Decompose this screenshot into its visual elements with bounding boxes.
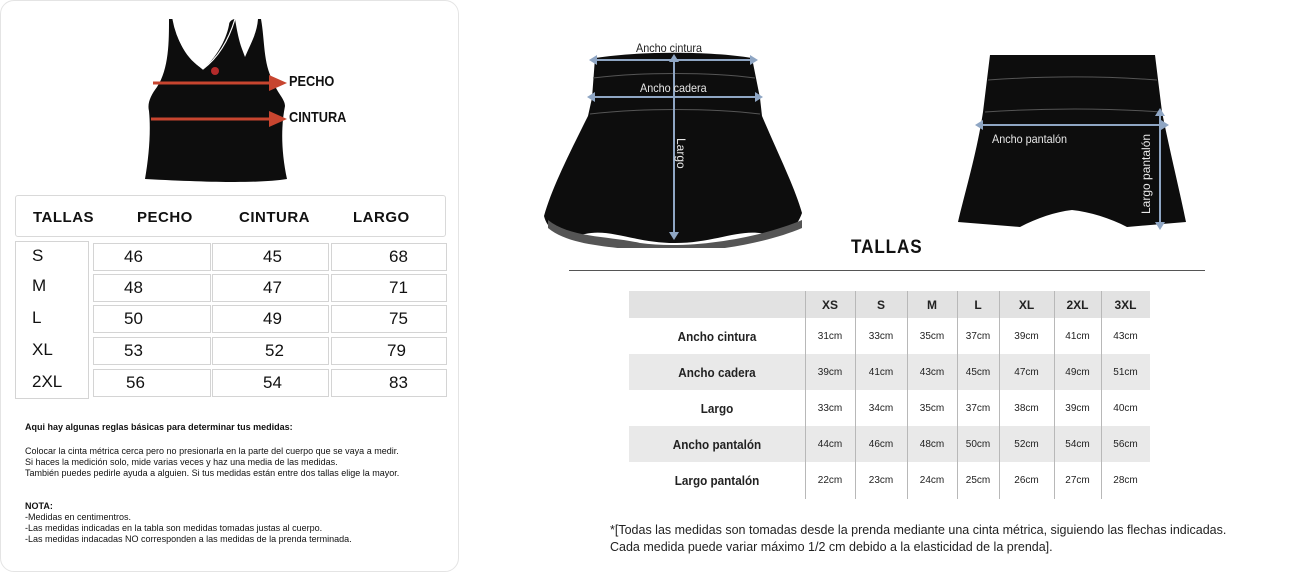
header-largo: LARGO [353, 209, 410, 226]
row-label: Ancho pantalón [672, 436, 762, 452]
column-divider [957, 291, 958, 499]
shorts-illustration [955, 52, 1190, 232]
measure-cell: 22cm [817, 474, 843, 486]
size-label-column [15, 241, 89, 399]
measure-cell: 50cm [965, 438, 991, 450]
measure-cell: 43cm [919, 366, 945, 378]
footnote-line: Cada medida puede variar máximo 1/2 cm debido a la elasticidad de la prenda]. [610, 540, 1053, 554]
length-cell: 83 [331, 369, 447, 397]
size-label: 2XL [32, 372, 63, 391]
measure-cell: 44cm [817, 438, 843, 450]
note-line: -Las medidas indicadas en la tabla son medidas tomadas justas al cuerpo. [25, 523, 323, 533]
measure-cell: 43cm [1113, 330, 1138, 342]
shorts-width-label: Ancho pantalón [992, 132, 1068, 146]
shorts-length-label: Largo pantalón [1139, 133, 1153, 214]
size-label: M [32, 276, 47, 295]
measure-cell: 35cm [919, 402, 945, 414]
measure-cell: 49cm [1065, 366, 1090, 378]
measure-cell: 52cm [1014, 438, 1039, 450]
row-label: Ancho cadera [678, 364, 756, 380]
waist-cell: 52 [212, 337, 329, 365]
table-row [629, 318, 1150, 354]
measure-cell: 26cm [1014, 474, 1039, 486]
measure-cell: 37cm [965, 330, 991, 342]
rule-line: Si haces la medición solo, mide varias veces y haz una media de las medidas. [25, 457, 338, 467]
column-divider [805, 291, 806, 499]
measure-cell: 38cm [1014, 402, 1039, 414]
measure-cell: 56cm [1113, 438, 1138, 450]
measure-cell: 40cm [1113, 402, 1138, 414]
bottom-size-title: TALLAS [851, 237, 923, 258]
waist-cell: 45 [212, 243, 329, 271]
measure-cell: 51cm [1113, 366, 1138, 378]
size-header: 3XL [1114, 297, 1137, 312]
measure-cell: 28cm [1113, 474, 1138, 486]
size-header: M [927, 297, 937, 312]
size-label: XL [32, 340, 53, 359]
shorts-diagram [955, 52, 1190, 232]
table-row [629, 426, 1150, 462]
table-row [629, 390, 1150, 426]
size-label: L [32, 308, 42, 327]
measurement-footnote [610, 522, 1226, 556]
chest-cell: 53 [93, 337, 211, 365]
measure-cell: 46cm [868, 438, 894, 450]
note-line: -Las medidas indacadas NO corresponden a las medidas de la prenda terminada. [25, 534, 352, 544]
column-divider [1101, 291, 1102, 499]
rules-title: Aqui hay algunas reglas básicas para determinar tus medidas: [25, 422, 293, 432]
measure-cell: 35cm [919, 330, 945, 342]
measure-cell: 45cm [965, 366, 991, 378]
measure-cell: 47cm [1014, 366, 1039, 378]
measure-cell: 31cm [817, 330, 843, 342]
size-label: S [32, 246, 44, 265]
waist-cell: 54 [212, 369, 329, 397]
table-row [629, 462, 1150, 498]
title-divider [569, 270, 1205, 271]
tank-top-shape [145, 19, 287, 182]
size-header: S [876, 297, 885, 312]
measure-cell: 33cm [868, 330, 894, 342]
skirt-hip-label: Ancho cadera [640, 81, 707, 95]
length-cell: 71 [331, 274, 447, 302]
note-line: -Medidas en centimentros. [25, 512, 132, 522]
notes-text [25, 512, 445, 545]
measure-cell: 39cm [817, 366, 843, 378]
length-cell: 79 [331, 337, 447, 365]
column-divider [907, 291, 908, 499]
measure-cell: 34cm [868, 402, 894, 414]
table-row [629, 354, 1150, 390]
top-size-guide-panel [0, 0, 459, 572]
header-tallas: TALLAS [33, 209, 95, 226]
bottom-size-table-header [629, 291, 1150, 318]
tank-top-illustration [111, 11, 361, 191]
measure-cell: 24cm [919, 474, 945, 486]
row-label: Largo pantalón [674, 472, 760, 488]
measure-cell: 33cm [817, 402, 843, 414]
length-cell: 68 [331, 243, 447, 271]
column-divider [999, 291, 1000, 499]
column-divider [1054, 291, 1055, 499]
length-cell: 75 [331, 305, 447, 333]
measure-cell: 39cm [1014, 330, 1039, 342]
tank-top-diagram [111, 11, 361, 191]
measure-cell: 54cm [1065, 438, 1090, 450]
footnote-line: *[Todas las medidas son tomadas desde la prenda mediante una cinta métrica, siguiendo las flechas indicadas. [610, 523, 1227, 537]
rule-line: También puedes pedirle ayuda a alguien. Si tus medidas están entre dos tallas elige la mayor. [25, 468, 400, 478]
chest-cell: 56 [93, 369, 211, 397]
chest-cell: 50 [93, 305, 211, 333]
row-label: Largo [700, 400, 734, 416]
chest-cell: 46 [93, 243, 211, 271]
top-size-table-header [15, 195, 446, 237]
header-cintura: CINTURA [239, 209, 310, 226]
measure-cell: 41cm [1065, 330, 1090, 342]
measure-cell: 37cm [965, 402, 991, 414]
skirt-diagram [540, 38, 810, 248]
chest-label: PECHO [289, 73, 335, 90]
size-header: L [974, 297, 982, 312]
rule-line: Colocar la cinta métrica cerca pero no presionarla en la parte del cuerpo que se vaya a medir. [25, 446, 399, 456]
waist-cell: 49 [212, 305, 329, 333]
size-header: XL [1018, 297, 1035, 312]
row-label: Ancho cintura [677, 328, 757, 344]
measure-cell: 41cm [868, 366, 894, 378]
waist-cell: 47 [212, 274, 329, 302]
measure-cell: 39cm [1065, 402, 1090, 414]
measure-cell: 25cm [965, 474, 991, 486]
size-header: 2XL [1066, 297, 1089, 312]
measure-cell: 48cm [919, 438, 945, 450]
measure-cell: 23cm [868, 474, 894, 486]
size-header: XS [821, 297, 838, 312]
skirt-waist-label: Ancho cintura [636, 41, 703, 55]
measure-cell: 27cm [1065, 474, 1090, 486]
waist-label: CINTURA [289, 109, 347, 126]
chest-cell: 48 [93, 274, 211, 302]
logo-mark [211, 67, 219, 75]
skirt-length-label: Largo [674, 138, 688, 169]
header-pecho: PECHO [137, 209, 193, 226]
column-divider [855, 291, 856, 499]
note-title: NOTA: [25, 501, 53, 511]
rules-text [25, 446, 445, 479]
